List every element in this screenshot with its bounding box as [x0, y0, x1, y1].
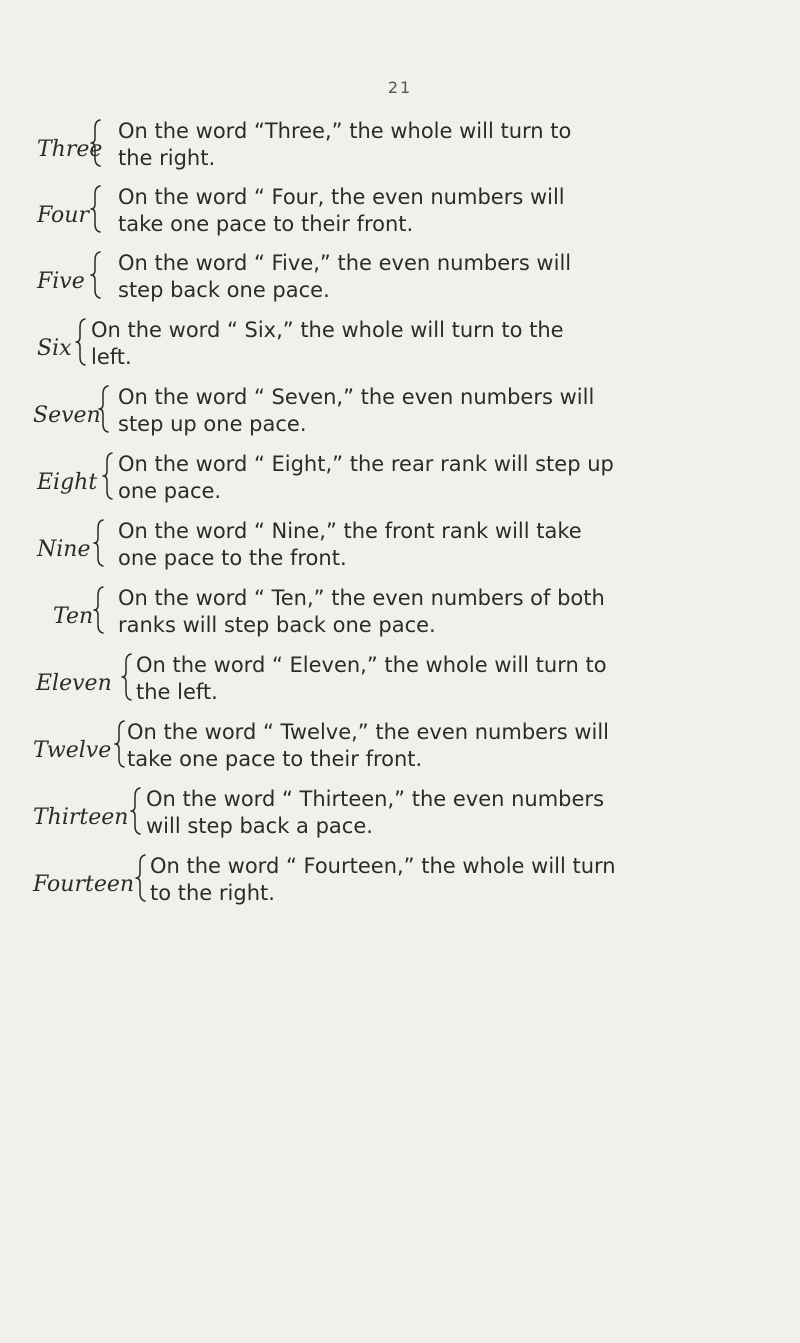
command-entry-seven: [0, 384, 800, 454]
command-description: On the word “ Fourteen,” the whole will turn to the right.: [150, 854, 616, 905]
command-label: Thirteen: [33, 805, 129, 830]
command-description: On the word “ Six,” the whole will turn to the left.: [91, 318, 564, 369]
command-label: Six: [37, 336, 72, 361]
command-description: On the word “ Eleven,” the whole will turn to the left.: [136, 653, 607, 704]
brace-icon: [102, 451, 114, 501]
command-label: Seven: [33, 403, 101, 428]
brace-icon: [135, 853, 147, 903]
brace-icon: [121, 652, 133, 702]
brace-icon: [93, 518, 105, 568]
command-label: Fourteen: [33, 872, 135, 897]
command-entry-five: [0, 250, 800, 320]
brace-icon: [90, 118, 102, 168]
command-description: On the word “ Ten,” the even numbers of both ranks will step back one pace.: [118, 586, 605, 637]
brace-icon: [98, 384, 110, 434]
command-entry-eight: [0, 451, 800, 521]
command-description: On the word “ Thirteen,” the even numbers will step back a pace.: [146, 787, 605, 838]
command-description: On the word “ Four, the even numbers will take one pace to their front.: [118, 185, 565, 236]
command-label: Eight: [37, 470, 98, 495]
command-entry-three: [0, 118, 800, 188]
command-entry-eleven: [0, 652, 800, 722]
brace-icon: [75, 317, 87, 367]
command-label: Twelve: [33, 738, 112, 763]
command-label: Nine: [37, 537, 91, 562]
command-label: Ten: [53, 604, 94, 629]
command-entry-twelve: [0, 719, 800, 789]
command-entry-thirteen: [0, 786, 800, 856]
brace-icon: [90, 184, 102, 234]
page-number: 21: [387, 78, 413, 97]
command-entry-six: [0, 317, 800, 387]
command-entry-ten: [0, 585, 800, 655]
command-description: On the word “ Five,” the even numbers will step back one pace.: [118, 251, 572, 302]
command-label: Eleven: [36, 671, 112, 696]
command-description: On the word “ Seven,” the even numbers will step up one pace.: [118, 385, 595, 436]
brace-icon: [130, 786, 142, 836]
brace-icon: [93, 585, 105, 635]
command-description: On the word “Three,” the whole will turn to the right.: [118, 119, 572, 170]
brace-icon: [114, 719, 126, 769]
command-description: On the word “ Twelve,” the even numbers will take one pace to their front.: [127, 720, 610, 771]
command-description: On the word “ Nine,” the front rank will take one pace to the front.: [118, 519, 582, 570]
command-label: Three: [37, 137, 103, 162]
command-label: Five: [37, 269, 85, 294]
command-description: On the word “ Eight,” the rear rank will step up one pace.: [118, 452, 614, 503]
brace-icon: [90, 250, 102, 300]
command-entry-fourteen: [0, 853, 800, 923]
command-label: Four: [37, 203, 89, 228]
command-entry-nine: [0, 518, 800, 588]
command-entry-four: [0, 184, 800, 254]
